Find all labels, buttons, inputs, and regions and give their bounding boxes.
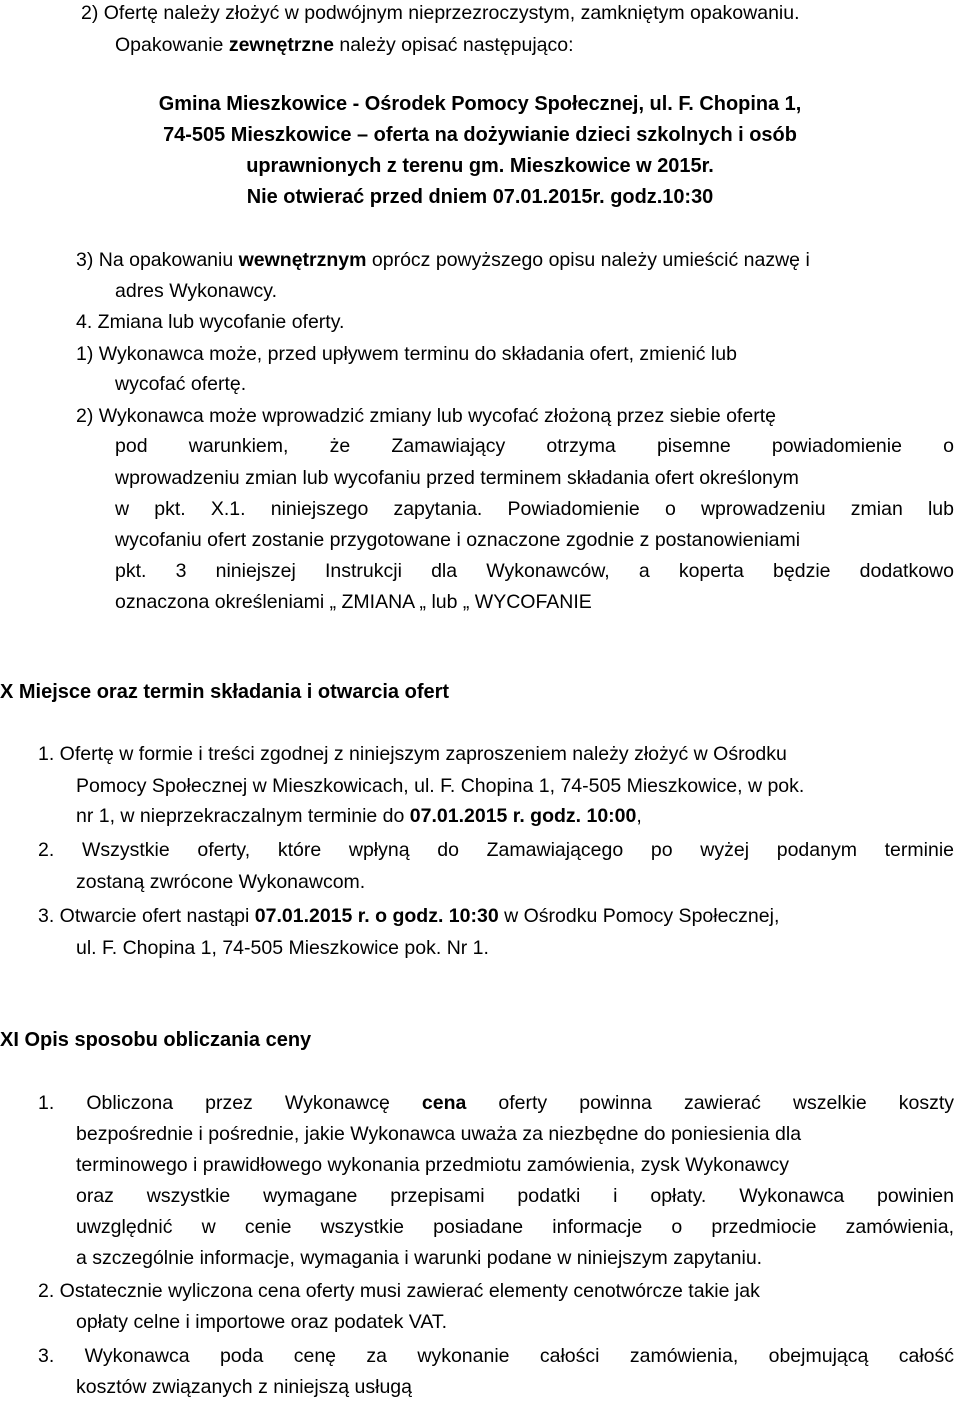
section-xi-item-1-line-1: 1. Obliczona przez Wykonawcę cena oferty powinna zawierać wszelkie koszty [38,1092,954,1114]
envelope-label-line-4: Nie otwierać przed dniem 07.01.2015r. godz.10:30 [246,186,714,208]
section-xi-item-1-line-2: bezpośrednie i pośrednie, jakie Wykonawca uważa za niezbędne do poniesienia dla [76,1123,802,1145]
section-xi-item-3-line-1: 3. Wykonawca poda cenę za wykonanie całości zamówienia, obejmującą całość [38,1345,954,1367]
withdrawal-p2-line-6: pkt. 3 niniejszej Instrukcji dla Wykonawców, a koperta będzie dodatkowo [115,560,954,582]
inner-package-line-2: adres Wykonawcy. [115,280,278,302]
withdrawal-p2-line-5: wycofaniu ofert zostanie przygotowane i oznaczone zgodnie z postanowieniami [115,529,801,551]
withdrawal-p2-line-7: oznaczona określeniami „ ZMIANA „ lub „ WYCOFANIE [115,591,592,613]
section-xi-item-2-line-1: 2. Ostatecznie wyliczona cena oferty musi zawierać elementy cenotwórcze takie jak [38,1280,760,1302]
withdrawal-p2-line-3: wprowadzeniu zmian lub wycofaniu przed terminem składania ofert określonym [115,467,799,489]
section-x-item-2-line-1: 2. Wszystkie oferty, które wpłyną do Zamawiającego po wyżej podanym terminie [38,839,954,861]
section-xi-item-1-line-5: uwzględnić w cenie wszystkie posiadane informacje o przedmiocie zamówienia, [76,1216,954,1238]
section-xi-item-1-line-4: oraz wszystkie wymagane przepisami podatki i opłaty. Wykonawca powinien [76,1185,954,1207]
section-x-item-3-line-1: 3. Otwarcie ofert nastąpi 07.01.2015 r. o godz. 10:30 w Ośrodku Pomocy Społecznej, [38,905,780,927]
section-x-item-1-line-3: nr 1, w nieprzekraczalnym terminie do 07.01.2015 r. godz. 10:00, [76,805,642,827]
withdrawal-p2-line-1: 2) Wykonawca może wprowadzić zmiany lub wycofać złożoną przez siebie ofertę [76,405,776,427]
section-xi-title: XI Opis sposobu obliczania ceny [0,1029,312,1051]
section-x-item-2-line-2: zostaną zwrócone Wykonawcom. [76,871,366,893]
withdrawal-p1-line-2: wycofać ofertę. [115,373,247,395]
section-xi-item-3-line-2: kosztów związanych z niniejszą usługą [76,1376,412,1398]
section-xi-item-1-line-3: terminowego i prawidłowego wykonania przedmiotu zamówienia, zysk Wykonawcy [76,1154,789,1176]
envelope-label-line-1: Gmina Mieszkowice - Ośrodek Pomocy Społecznej, ul. F. Chopina 1, [158,93,802,115]
withdrawal-p2-line-4: w pkt. X.1. niniejszego zapytania. Powiadomienie o wprowadzeniu zmian lub [115,498,954,520]
offer-packaging-line-2: Opakowanie zewnętrzne należy opisać następująco: [115,34,574,56]
section-xi-item-2-line-2: opłaty celne i importowe oraz podatek VAT. [76,1311,448,1333]
section-x-item-1-line-2: Pomocy Społecznej w Mieszkowicach, ul. F. Chopina 1, 74-505 Mieszkowice, w pok. [76,775,805,797]
envelope-label-line-2: 74-505 Mieszkowice – oferta na dożywianie dzieci szkolnych i osób [163,124,797,146]
section-xi-item-1-line-6: a szczególnie informacje, wymagania i warunki podane w niniejszym zapytaniu. [76,1247,763,1269]
section-x-title: X Miejsce oraz termin składania i otwarcia ofert [0,681,450,703]
withdrawal-p1-line-1: 1) Wykonawca może, przed upływem terminu do składania ofert, zmienić lub [76,343,737,365]
envelope-label-line-3: uprawnionych z terenu gm. Mieszkowice w 2015r. [246,155,714,177]
section-x-item-3-line-2: ul. F. Chopina 1, 74-505 Mieszkowice pok. Nr 1. [76,937,489,959]
section-x-item-1-line-1: 1. Ofertę w formie i treści zgodnej z niniejszym zaproszeniem należy złożyć w Ośrodku [38,743,787,765]
offer-packaging-line-1: 2) Ofertę należy złożyć w podwójnym nieprzezroczystym, zamkniętym opakowaniu. [81,2,800,24]
inner-package-line-1: 3) Na opakowaniu wewnętrznym oprócz powyższego opisu należy umieścić nazwę i [76,249,810,271]
withdrawal-heading: 4. Zmiana lub wycofanie oferty. [76,311,345,333]
withdrawal-p2-line-2: pod warunkiem, że Zamawiający otrzyma pisemne powiadomienie o [115,435,954,457]
